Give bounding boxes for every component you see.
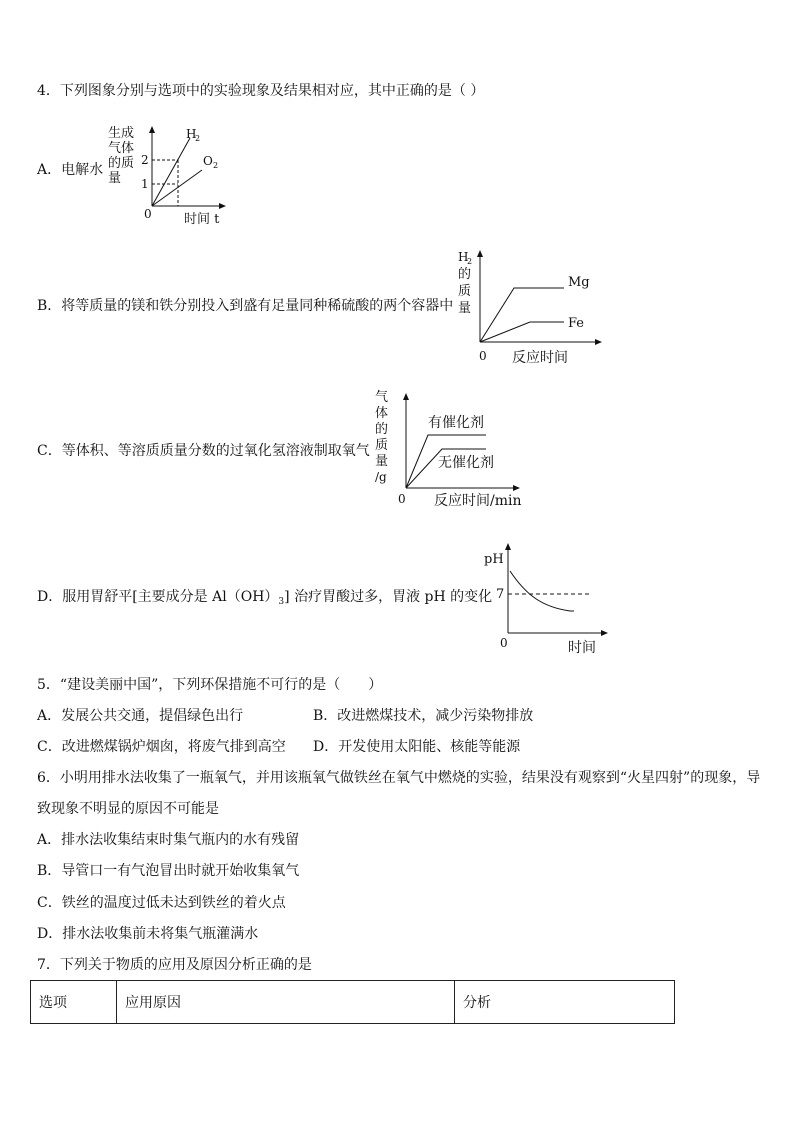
- q4c-ylabel-4: 质: [375, 438, 389, 453]
- q6-option-a: A．排水法收集结束时集气瓶内的水有残留: [37, 832, 300, 848]
- q4c-xlabel: 反应时间/min: [434, 493, 522, 509]
- q4c-ylabel-6: /g: [375, 470, 387, 484]
- q4a-o2-label: O: [203, 154, 213, 168]
- q4-option-c-label: C．等体积、等溶质质量分数的过氧化氢溶液制取氧气: [37, 443, 370, 459]
- q4a-x-arrow: [219, 203, 226, 209]
- q5-stem: 5．“建设美丽中国”，下列环保措施不可行的是（ ）: [37, 677, 383, 693]
- q4b-fe-line: [480, 322, 564, 342]
- q4d-x-arrow: [601, 630, 608, 636]
- q4-option-d-graph: [478, 537, 618, 657]
- q4b-x-arrow: [595, 339, 602, 345]
- q4c-origin: 0: [398, 492, 406, 506]
- q4c-no-catalyst-label: 无催化剂: [438, 455, 494, 471]
- q6-stem-line2: 致现象不明显的原因不可能是: [37, 801, 219, 817]
- q4-option-c-graph: [370, 385, 530, 510]
- q4a-o2-sub: 2: [213, 161, 219, 170]
- q4a-h2-label: H: [186, 127, 197, 141]
- q4b-ylabel-sub: 2: [467, 257, 473, 266]
- q5-option-d: D．开发使用太阳能、核能等能源: [313, 739, 521, 755]
- q4a-y-arrow: [149, 126, 155, 133]
- q7-header-analysis: 分析: [455, 981, 675, 1024]
- q5-option-c: C．改进燃煤锅炉烟囱，将废气排到高空: [37, 739, 286, 755]
- table-row: [31, 981, 675, 1024]
- q4c-x-arrow: [513, 485, 520, 491]
- q7-header-option: 选项: [31, 981, 117, 1024]
- q4d-label-main: D．服用胃舒平[主要成分是 Al（OH）: [37, 589, 279, 605]
- q4a-h2-line: [152, 138, 190, 206]
- q4c-ylabel-5: 量: [375, 454, 389, 469]
- q4d-xlabel: 时间: [568, 640, 596, 656]
- q4a-ylabel-4: 量: [108, 171, 122, 186]
- q4d-label-sub: 3: [278, 597, 285, 607]
- q4a-tick-2: 2: [141, 153, 149, 167]
- q4d-ylabel: pH: [484, 552, 504, 567]
- q4d-y-arrow: [505, 543, 511, 550]
- q4a-o2-line: [152, 170, 202, 206]
- q4c-ylabel-2: 体: [375, 406, 389, 421]
- q4a-h2-sub: 2: [195, 134, 201, 143]
- q5-option-a: A．发展公共交通，提倡绿色出行: [37, 708, 244, 724]
- q7-header-reason: 应用原因: [117, 981, 455, 1024]
- q4c-y-arrow: [403, 393, 409, 400]
- q4b-ylabel-3: 质: [458, 284, 472, 299]
- q4b-xlabel: 反应时间: [512, 350, 568, 366]
- q6-option-d: D．排水法收集前未将集气瓶灌满水: [37, 926, 259, 942]
- q4a-ylabel-2: 气体: [108, 141, 135, 156]
- q4d-ph-curve: [510, 571, 574, 611]
- q4a-xlabel: 时间 t: [184, 212, 220, 227]
- q4b-ylabel-4: 量: [458, 301, 472, 316]
- q4-stem: 4．下列图象分别与选项中的实验现象及结果相对应，其中正确的是（ ）: [37, 83, 485, 99]
- q6-option-b: B．导管口一有气泡冒出时就开始收集氧气: [37, 863, 300, 879]
- q6-option-c: C．铁丝的温度过低未达到铁丝的着火点: [37, 895, 286, 911]
- q4d-tick-7: 7: [496, 587, 505, 602]
- q4b-fe-label: Fe: [568, 316, 585, 331]
- q4b-mg-label: Mg: [568, 275, 590, 290]
- q4b-origin: 0: [479, 349, 487, 363]
- q4-option-b-label: B．将等质量的镁和铁分别投入到盛有足量同种稀硫酸的两个容器中: [37, 298, 454, 314]
- q5-option-b: B．改进燃煤技术，减少污染物排放: [313, 708, 534, 724]
- q4-option-d-label: [37, 588, 492, 611]
- q4a-tick-1: 1: [141, 177, 149, 191]
- q4d-origin: 0: [500, 636, 508, 650]
- q4c-ylabel-3: 的: [375, 422, 389, 437]
- q7-table: [30, 980, 675, 1024]
- q4c-catalyst-label: 有催化剂: [428, 415, 484, 431]
- q4-option-b-graph: [452, 244, 612, 369]
- q4a-origin: 0: [144, 207, 152, 221]
- q6-stem-line1: 6．小明用排水法收集了一瓶氧气，并用该瓶氧气做铁丝在氧气中燃烧的实验，结果没有观察到“火星四射”的现象，导: [37, 770, 761, 786]
- q4b-mg-line: [480, 288, 564, 342]
- q4a-ylabel-1: 生成: [108, 126, 135, 141]
- q4d-label-tail: ] 治疗胃酸过多，胃液 pH 的变化: [284, 589, 493, 605]
- q4-option-a-graph: [100, 118, 230, 228]
- q4b-ylabel-h: H: [458, 250, 469, 264]
- q4a-ylabel-3: 的质: [108, 156, 135, 171]
- q4b-y-arrow: [477, 250, 483, 257]
- q4b-ylabel-2: 的: [458, 267, 472, 282]
- q4c-ylabel-1: 气: [375, 390, 389, 405]
- q7-stem: 7．下列关于物质的应用及原因分析正确的是: [37, 957, 312, 973]
- q4-option-a-label: A．电解水: [37, 162, 104, 178]
